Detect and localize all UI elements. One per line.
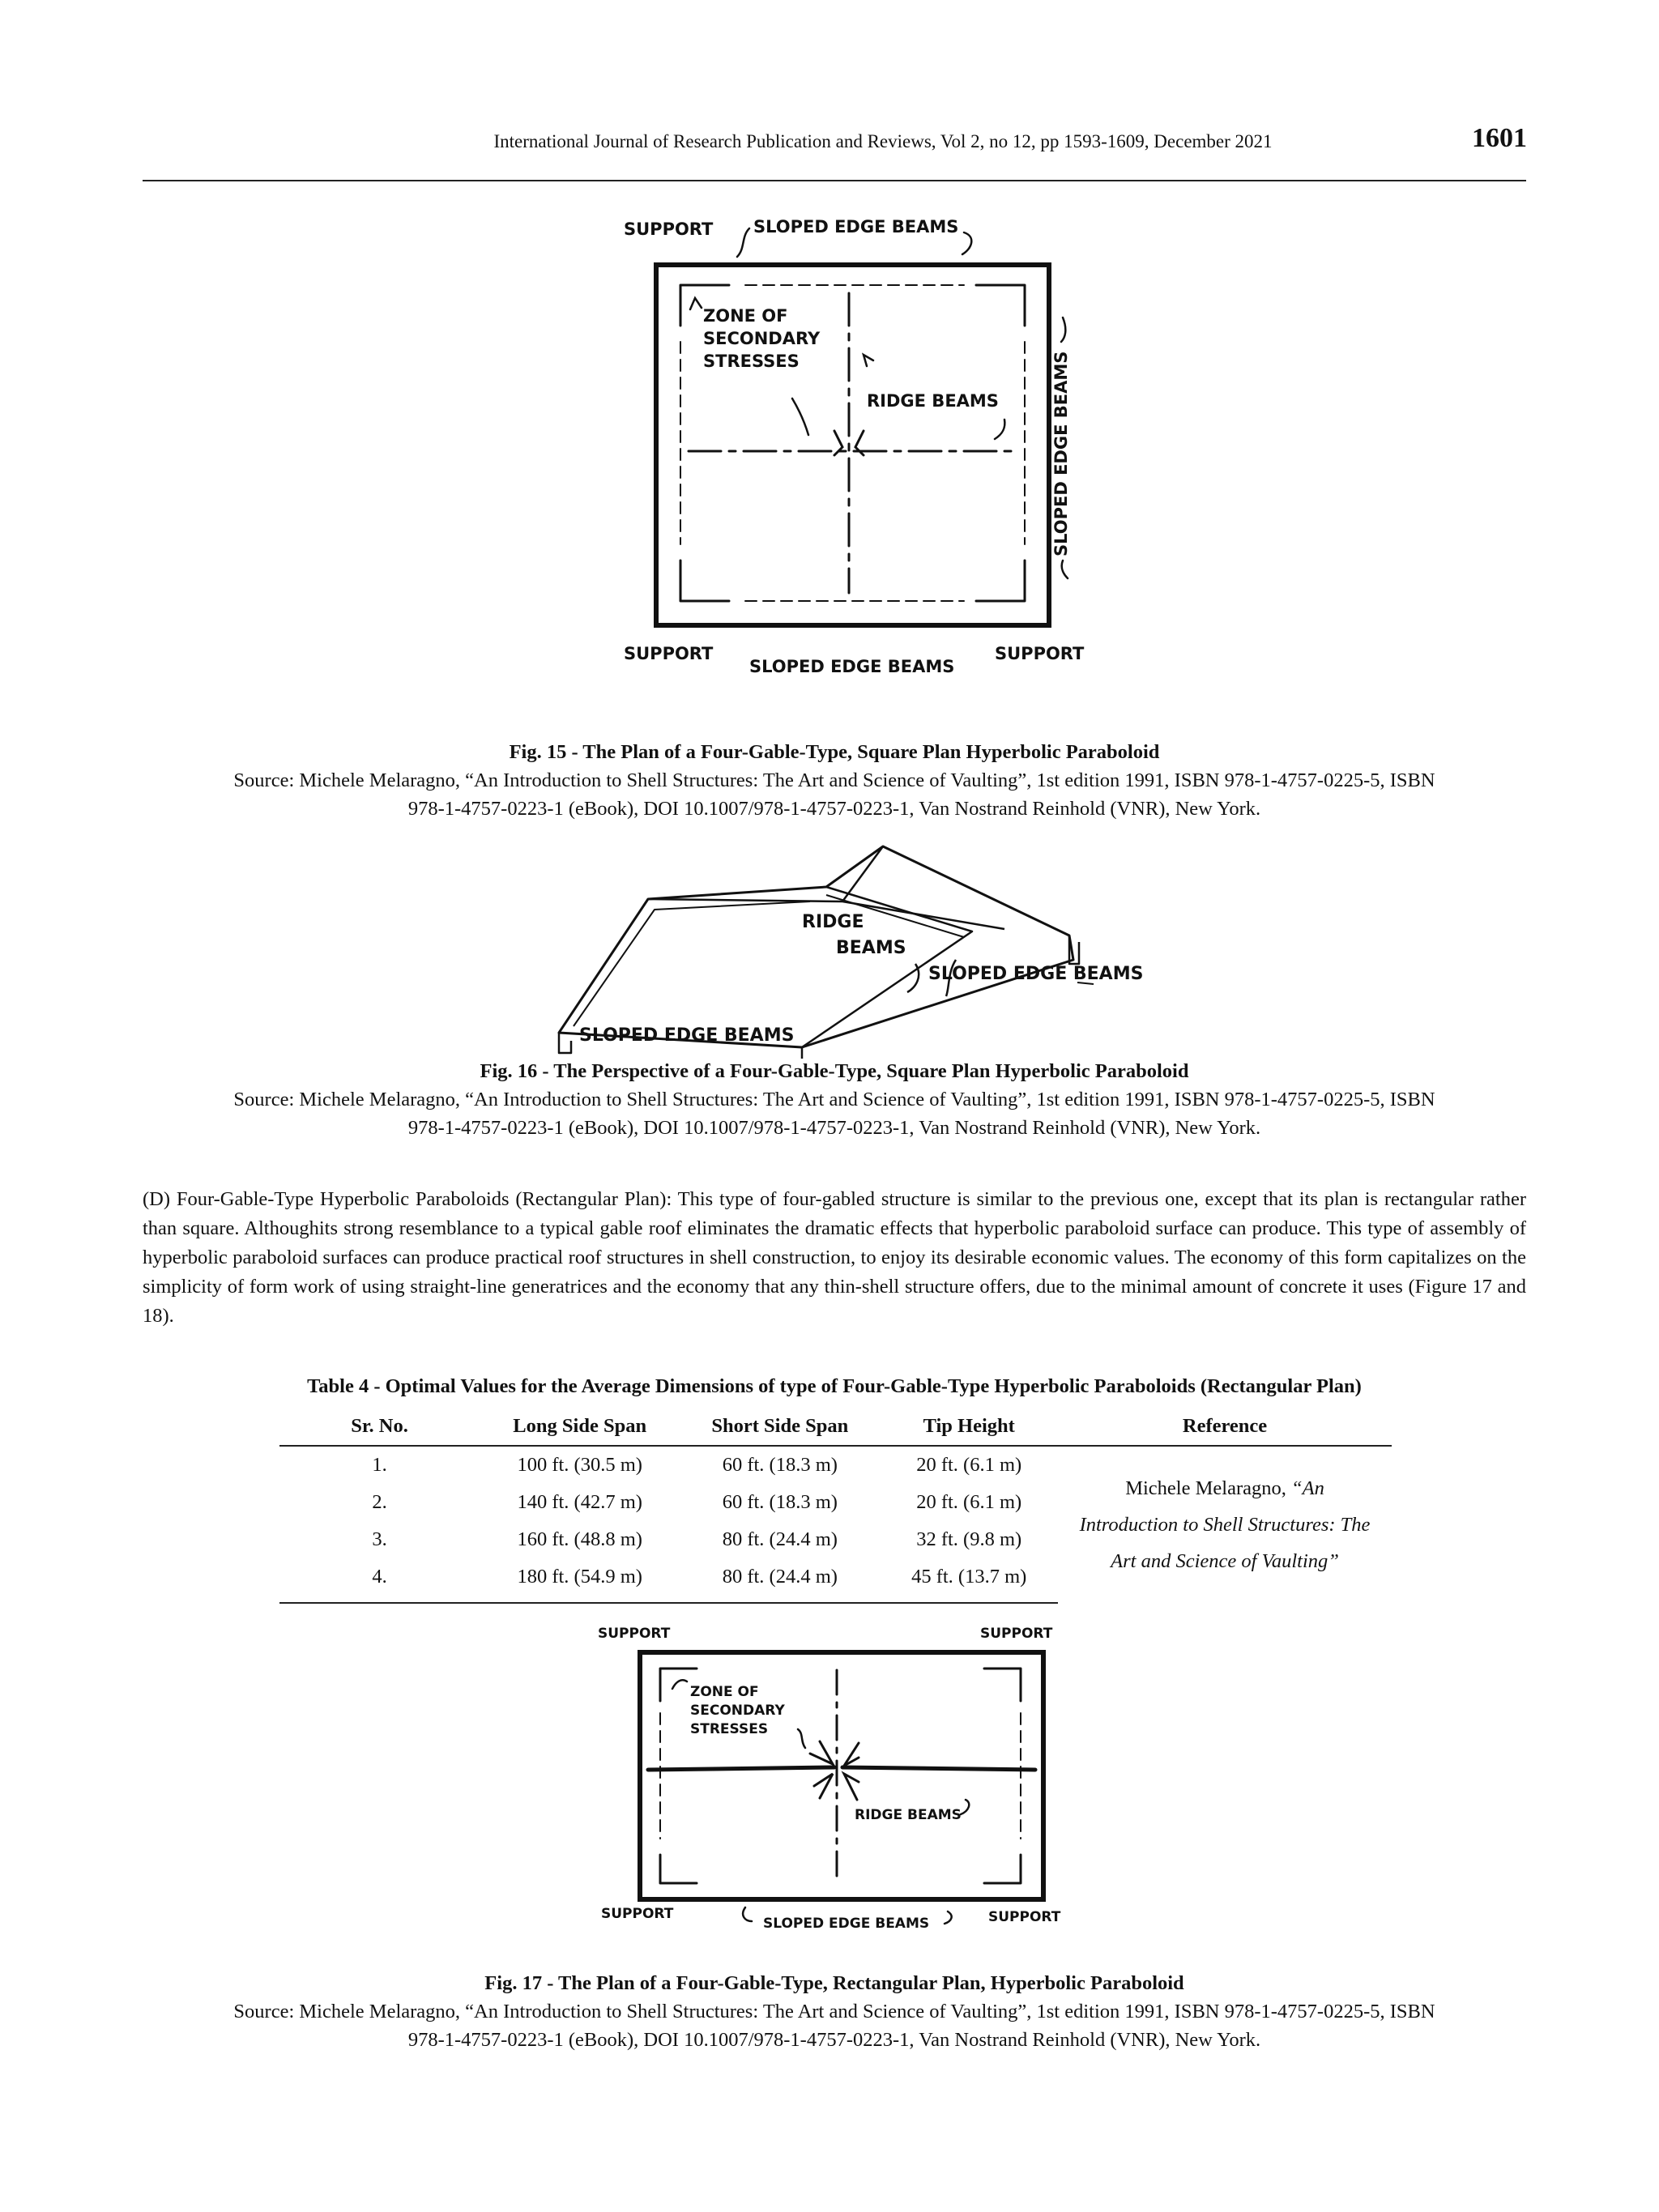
header-rule [143,180,1526,181]
figure-17-caption-source-2: 978-1-4757-0223-1 (eBook), DOI 10.1007/978-1-4757-0223-1, Van Nostrand Reinhold (VNR), New York. [407,2029,1261,2051]
fig17-zone-line1: ZONE OF [690,1684,759,1700]
col-header-long-side-span: Long Side Span [480,1412,680,1446]
table-4-title: Table 4 - Optimal Values for the Average Dimensions of type of Four-Gable-Type Hyperbolic Paraboloids (Rectangular Plan) [307,1375,1362,1397]
fig15-sloped-edge-beams-bottom: SLOPED EDGE BEAMS [749,657,955,676]
cell-long-side-span: 140 ft. (42.7 m) [517,1491,642,1513]
body-paragraph: (D) Four-Gable-Type Hyperbolic Paraboloids (Rectangular Plan): This type of four-gabled structure is similar to the previous one, except that its plan is rectangular rather than square. Althoughits strong resemblance to a typical gable roof eliminates the dramatic effects that hyperbolic paraboloid surface can produce. This type of assembly of hyperbolic paraboloid surfaces can produce practical roof structures in shell construction, to enjoy its desirable economic values. The economy of this form capitalizes on the simplicity of form work of using straight-line generatrices and the economy that any thin-shell structure offers, due to the minimal amount of concrete it uses (Figure 17 and 18). [143,1188,1526,1327]
figure-16-caption-source-2: 978-1-4757-0223-1 (eBook), DOI 10.1007/978-1-4757-0223-1, Van Nostrand Reinhold (VNR), New York. [407,1117,1261,1139]
cell-short-side-span: 60 ft. (18.3 m) [722,1491,838,1513]
reference-author: Michele Melaragno, [1125,1477,1291,1499]
col-header-tip-height: Tip Height [880,1412,1058,1446]
reference-title-2: Introduction to Shell Structures: The [1079,1514,1371,1536]
fig15-support-top-left: SUPPORT [624,219,714,239]
col-header-sr-no: Sr. No. [279,1412,480,1446]
cell-sr-no: 4. [279,1558,480,1603]
table-header-row [279,1412,1392,1446]
table-4 [279,1412,1392,1604]
figure-17-caption-source-1: Source: Michele Melaragno, “An Introduction to Shell Structures: The Art and Science of Vaulting”, 1st edition 1991, ISBN 978-1-4757-0225-5, ISBN [233,2001,1435,2022]
fig15-sloped-edge-beams-top: SLOPED EDGE BEAMS [753,217,959,237]
fig16-beams: BEAMS [836,938,906,958]
fig15-zone-line1: ZONE OF [703,306,788,326]
page-number: 1601 [1472,123,1527,153]
cell-tip-height: 45 ft. (13.7 m) [880,1558,1058,1603]
figure-17-caption [143,1969,1526,2054]
figure-16-perspective [535,838,1183,1061]
cell-long-side-span: 180 ft. (54.9 m) [480,1558,680,1603]
cell-long-side-span: 160 ft. (48.8 m) [517,1528,642,1550]
cell-short-side-span: 80 ft. (24.4 m) [680,1558,880,1603]
cell-reference [1058,1446,1392,1603]
fig15-support-bottom-left: SUPPORT [624,644,714,663]
fig16-ridge: RIDGE [802,912,864,932]
fig15-support-bottom-right: SUPPORT [995,644,1085,663]
fig17-support-bottom-left: SUPPORT [601,1906,674,1922]
cell-tip-height: 20 ft. (6.1 m) [916,1454,1022,1476]
fig17-zone-line2: SECONDARY [690,1703,785,1719]
fig17-support-top-right: SUPPORT [980,1626,1053,1642]
figure-15-caption-title: Fig. 15 - The Plan of a Four-Gable-Type, Square Plan Hyperbolic Paraboloid [509,741,1160,763]
figure-17-rectangular-plan [591,1620,1077,1936]
fig15-ridge-beams: RIDGE BEAMS [867,391,999,411]
cell-sr-no: 3. [372,1528,387,1550]
cell-short-side-span: 60 ft. (18.3 m) [722,1454,838,1476]
cell-long-side-span: 100 ft. (30.5 m) [517,1454,642,1476]
fig17-zone-line3: STRESSES [690,1721,769,1737]
fig15-sloped-edge-beams-side: SLOPED EDGE BEAMS [1051,351,1071,556]
cell-sr-no: 1. [372,1454,387,1476]
ridge-beam-horizontal [648,1767,1035,1770]
figure-15-caption [143,738,1526,823]
figure-16-caption-title: Fig. 16 - The Perspective of a Four-Gable-Type, Square Plan Hyperbolic Paraboloid [480,1060,1189,1082]
reference-title-3: Art and Science of Vaulting” [1111,1550,1339,1572]
cell-sr-no: 2. [372,1491,387,1513]
cell-tip-height: 32 ft. (9.8 m) [916,1528,1022,1550]
running-header: International Journal of Research Publication and Reviews, Vol 2, no 12, pp 1593-1609, December 2021 [493,131,1273,151]
reference-title-1: “An [1290,1477,1324,1499]
fig17-sloped-edge-beams: SLOPED EDGE BEAMS [763,1916,930,1932]
figure-17-caption-title: Fig. 17 - The Plan of a Four-Gable-Type, Rectangular Plan, Hyperbolic Paraboloid [484,1972,1184,1994]
fig17-support-bottom-right: SUPPORT [988,1909,1061,1925]
col-header-short-side-span: Short Side Span [680,1412,880,1446]
cell-tip-height: 20 ft. (6.1 m) [916,1491,1022,1513]
fig16-sloped-edge-beams-left: SLOPED EDGE BEAMS [579,1025,795,1046]
figure-15-square-plan [599,212,1102,682]
fig17-ridge-beams: RIDGE BEAMS [855,1807,962,1823]
figure-15-caption-source-2: 978-1-4757-0223-1 (eBook), DOI 10.1007/978-1-4757-0223-1, Van Nostrand Reinhold (VNR), New York. [407,798,1261,820]
fig16-sloped-edge-beams-right: SLOPED EDGE BEAMS [928,964,1144,984]
cell-short-side-span: 80 ft. (24.4 m) [722,1528,838,1550]
inner-frame [660,1669,1021,1883]
col-header-reference: Reference [1058,1412,1392,1446]
figure-15-caption-source-1: Source: Michele Melaragno, “An Introduction to Shell Structures: The Art and Science of Vaulting”, 1st edition 1991, ISBN 978-1-4757-0225-5, ISBN [233,769,1435,791]
roof-outline [559,846,1073,1047]
fig17-support-top-left: SUPPORT [598,1626,671,1642]
fig15-zone-line3: STRESSES [703,352,800,371]
table-row [279,1446,1392,1484]
figure-16-caption-source-1: Source: Michele Melaragno, “An Introduction to Shell Structures: The Art and Science of Vaulting”, 1st edition 1991, ISBN 978-1-4757-0225-5, ISBN [233,1089,1435,1110]
figure-16-caption [143,1057,1526,1142]
fig15-zone-line2: SECONDARY [703,329,821,348]
